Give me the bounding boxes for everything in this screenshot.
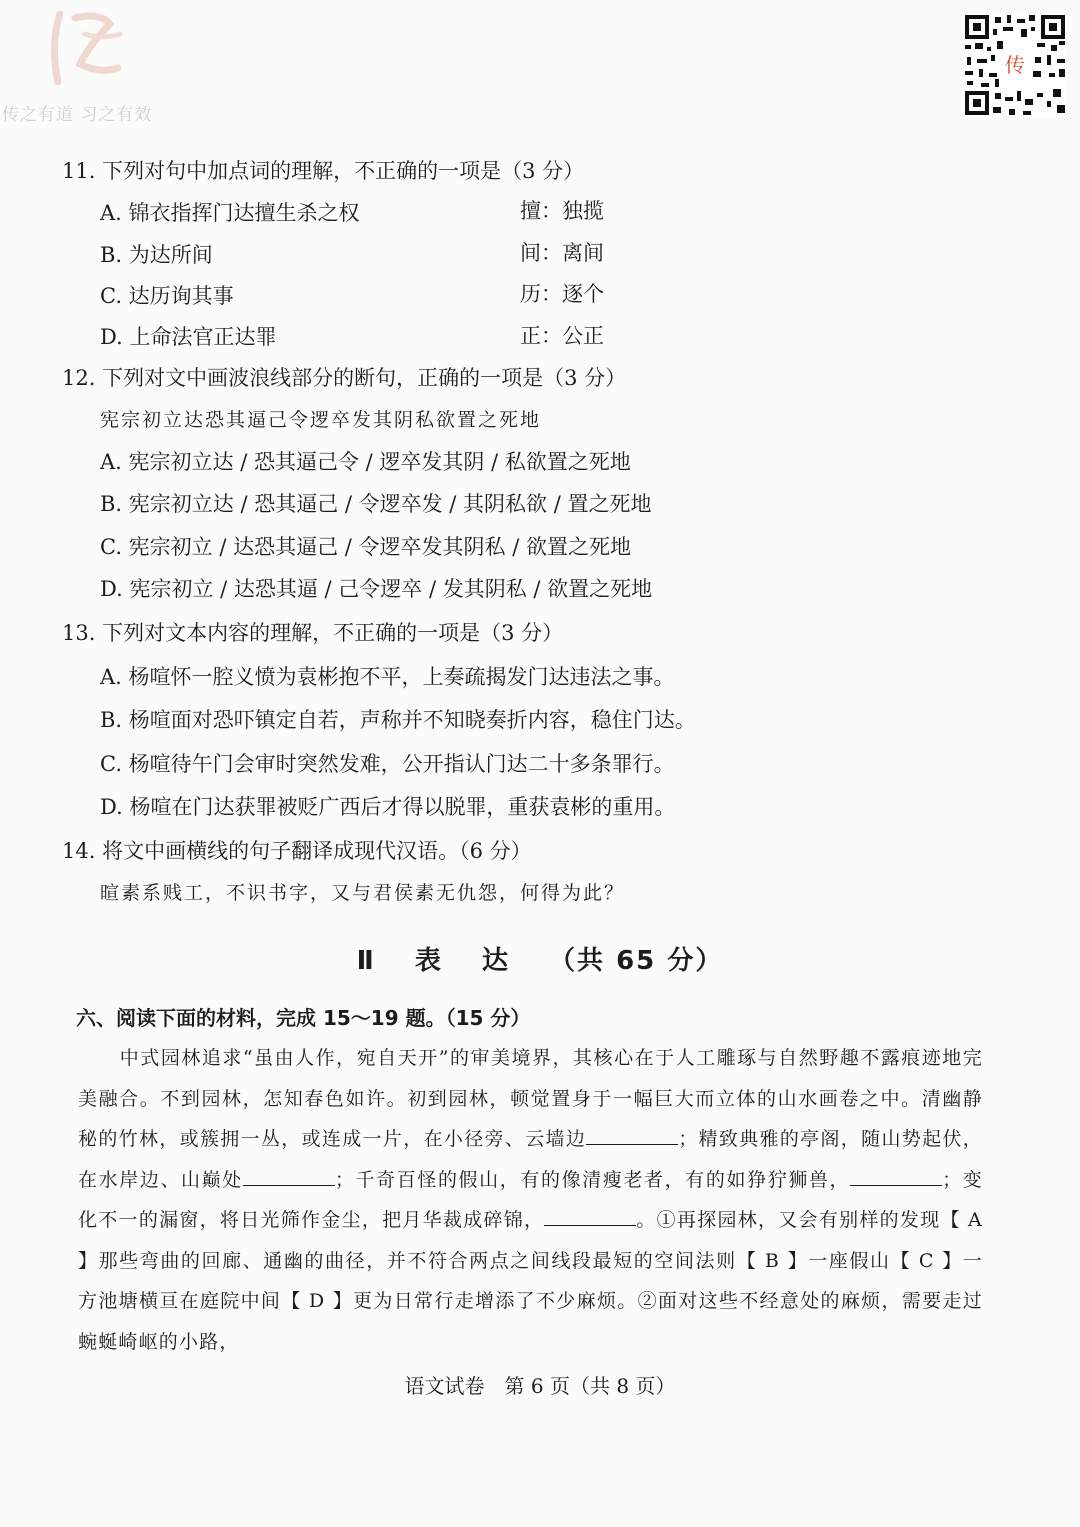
section-score: （共 65 分） — [549, 946, 724, 976]
q13-option-a: A. 杨喧怀一腔义愤为袁彬抱不平，上奏疏揭发门达违法之事。 — [100, 665, 675, 689]
q12-option-c: C. 宪宗初立 / 达恐其逼己 / 令逻卒发其阴私 / 欲置之死地 — [100, 535, 631, 559]
answer-blank-2[interactable] — [243, 1167, 335, 1186]
q12-option-b: B. 宪宗初立达 / 恐其逼己 / 令逻卒发 / 其阴私欲 / 置之死地 — [100, 492, 652, 516]
section-roman: Ⅱ — [356, 946, 376, 976]
section-char-1: 表 — [414, 946, 443, 976]
q14-sentence: 暄素系贱工，不识书字，又与君侯素无仇怨，何得为此？ — [100, 882, 626, 904]
passage-seg-5: 。①再探园林，又会有别样的发现【 A 】那些弯曲的回廊、通幽的曲径，并不符合两点之间线段最短的空间法则【 B 】一座假山【 C 】一方池塘横亘在庭院中间【 D 】更为日常行走增添了不少麻烦。②面对这些不经意处的麻烦，需要走过蜿蜒崎岖的小路， — [78, 1209, 983, 1353]
page-footer: 语文试卷 第 6 页（共 8 页） — [404, 1374, 676, 1398]
q11-gloss-a: 擅：独揽 — [520, 199, 604, 223]
answer-blank-1[interactable] — [586, 1126, 678, 1145]
qr-code-icon — [963, 13, 1067, 117]
passage-seg-2: ；精致典雅的亭阁，随山势起伏，在水岸边、山巅处 — [78, 1128, 983, 1191]
passage-seg-1: 中式园林追求“虽由人作，宛自天开”的审美境界，其核心在于人工雕琢与自然野趣不露痕迹地完美融合。不到园林，怎知春色如许。初到园林，顿觉置身于一幅巨大而立体的山水画卷之中。清幽静秘的竹林，或簇拥一丛，或连成一片，在小径旁、云墙边 — [78, 1047, 983, 1150]
q12-text: 宪宗初立达恐其逼己令逻卒发其阴私欲置之死地 — [100, 409, 542, 431]
q11-option-b: B. 为达所间 — [100, 243, 213, 267]
q11-option-d: D. 上命法官正达罪 — [100, 325, 277, 349]
passage-seg-4: ；变化不一的漏窗，将日光筛作金尘，把月华裁成碎锦， — [78, 1168, 983, 1231]
passage-seg-3: ；千奇百怪的假山，有的像清瘦老者，有的如狰狞狮兽， — [334, 1168, 851, 1191]
q12-stem: 12. 下列对文中画波浪线部分的断句，正确的一项是（3 分） — [62, 366, 627, 390]
q11-option-c: C. 达历询其事 — [100, 284, 234, 308]
q11-gloss-c: 历：逐个 — [520, 282, 604, 306]
q12-option-a: A. 宪宗初立达 / 恐其逼己令 / 逻卒发其阴 / 私欲置之死地 — [100, 450, 631, 474]
q11-option-a: A. 锦衣指挥门达擅生杀之权 — [100, 201, 360, 225]
q11-stem: 11. 下列对句中加点词的理解，不正确的一项是（3 分） — [62, 159, 585, 183]
part6-passage — [78, 1038, 983, 1362]
answer-blank-4[interactable] — [544, 1207, 636, 1226]
q13-option-d: D. 杨喧在门达获罪被贬广西后才得以脱罪，重获袁彬的重用。 — [100, 795, 676, 819]
svg-text:传: 传 — [1005, 53, 1025, 77]
q14-stem: 14. 将文中画横线的句子翻译成现代汉语。（6 分） — [62, 839, 532, 863]
q11-gloss-b: 间：离间 — [520, 241, 604, 265]
q13-option-c: C. 杨喧待午门会审时突然发难，公开指认门达二十多条罪行。 — [100, 752, 675, 776]
q11-gloss-d: 正：公正 — [520, 324, 604, 348]
section-title — [0, 940, 1080, 977]
q13-option-b: B. 杨喧面对恐吓镇定自若，声称并不知晓奏折内容，稳住门达。 — [100, 708, 696, 732]
calligraphy-logo-icon — [40, 4, 130, 90]
answer-blank-3[interactable] — [850, 1167, 942, 1186]
q13-stem: 13. 下列对文本内容的理解，不正确的一项是（3 分） — [62, 621, 564, 645]
watermark-text: 传之有道 习之有效 — [2, 105, 153, 125]
q12-option-d: D. 宪宗初立 / 达恐其逼 / 己令逻卒 / 发其阴私 / 欲置之死地 — [100, 577, 653, 601]
section-char-2: 达 — [481, 946, 510, 976]
part6-heading: 六、阅读下面的材料，完成 15～19 题。（15 分） — [76, 1006, 531, 1030]
watermark-logo — [0, 0, 180, 130]
